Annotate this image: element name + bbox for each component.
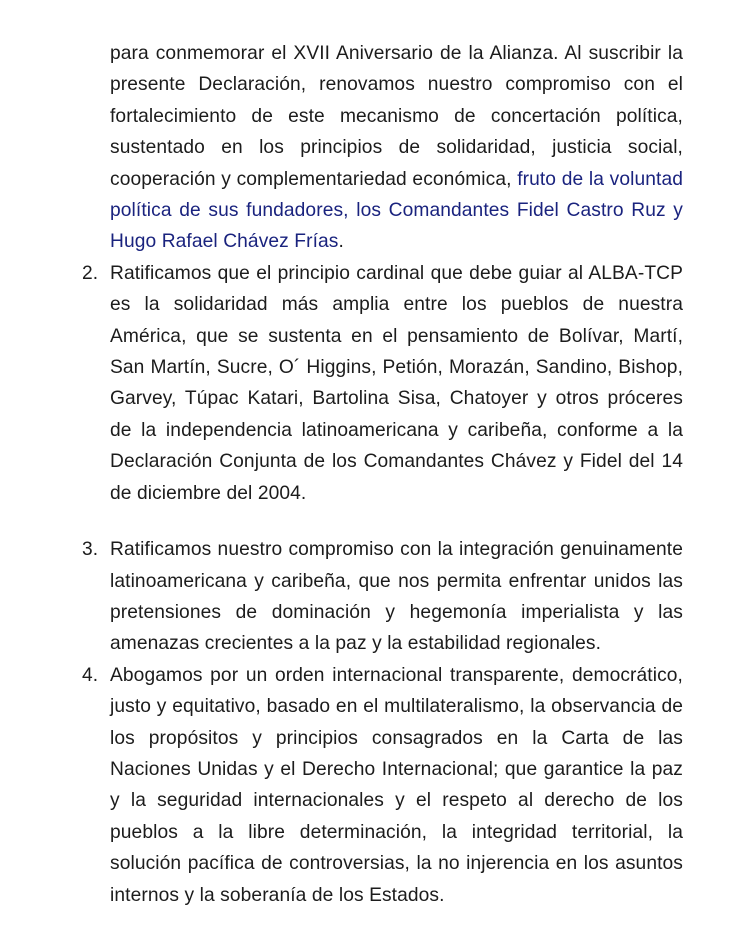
paragraph-1-text: para conmemorar el XVII Aniversario de la Alianza. Al suscribir la presente Declaración, renovamos nuestro compromiso con el fortalecimiento de este mecanismo de concertación política, sustentado en los principios de solidaridad, justicia social, cooperación y complementariedad económica, bbox=[110, 43, 683, 190]
document-body bbox=[0, 38, 738, 911]
paragraph-1-tail: . bbox=[338, 231, 344, 253]
list-item-2-text: Ratificamos que el principio cardinal que debe guiar al ALBA-TCP es la solidaridad más amplia entre los pueblos de nuestra América, que se sustenta en el pensamiento de Bolívar, Martí, San Martín, Sucre, O´ Higgins, Petión, Morazán, Sandino, Bishop, Garvey, Túpac Katari, Bartolina Sisa, Chatoyer y otros próceres de la independencia latinoamericana y caribeña, conforme a la Declaración Conjunta de los Comandantes Chávez y Fidel del 14 de diciembre del 2004. bbox=[110, 262, 683, 504]
paragraph-1-highlight: fruto de la voluntad política de sus fundadores, los Comandantes Fidel Castro Ruz y Hugo Rafael Chávez Frías bbox=[110, 168, 683, 253]
list-item-3-text: Ratificamos nuestro compromiso con la integración genuinamente latinoamericana y caribeña, que nos permita enfrentar unidos las pretensiones de dominación y hegemonía imperialista y las amenazas crecientes a la paz y la estabilidad regionales. bbox=[110, 539, 683, 655]
list-item-2-number: 2. bbox=[82, 262, 99, 284]
paragraph-1-continuation bbox=[110, 38, 683, 258]
list-item-4-number: 4. bbox=[82, 664, 99, 686]
list-item-3-number: 3. bbox=[82, 539, 99, 561]
list-item-2 bbox=[82, 258, 683, 509]
list-item-4-text: Abogamos por un orden internacional transparente, democrático, justo y equitativo, basado en el multilateralismo, la observancia de los propósitos y principios consagrados en la Carta de las Naciones Unidas y el Derecho Internacional; que garantice la paz y la seguridad internacionales y el respeto al derecho de los pueblos a la libre determinación, la integridad territorial, la solución pacífica de controversias, la no injerencia en los asuntos internos y la soberanía de los Estados. bbox=[110, 664, 683, 906]
list-item-4 bbox=[82, 660, 683, 911]
list-item-3 bbox=[82, 534, 683, 660]
